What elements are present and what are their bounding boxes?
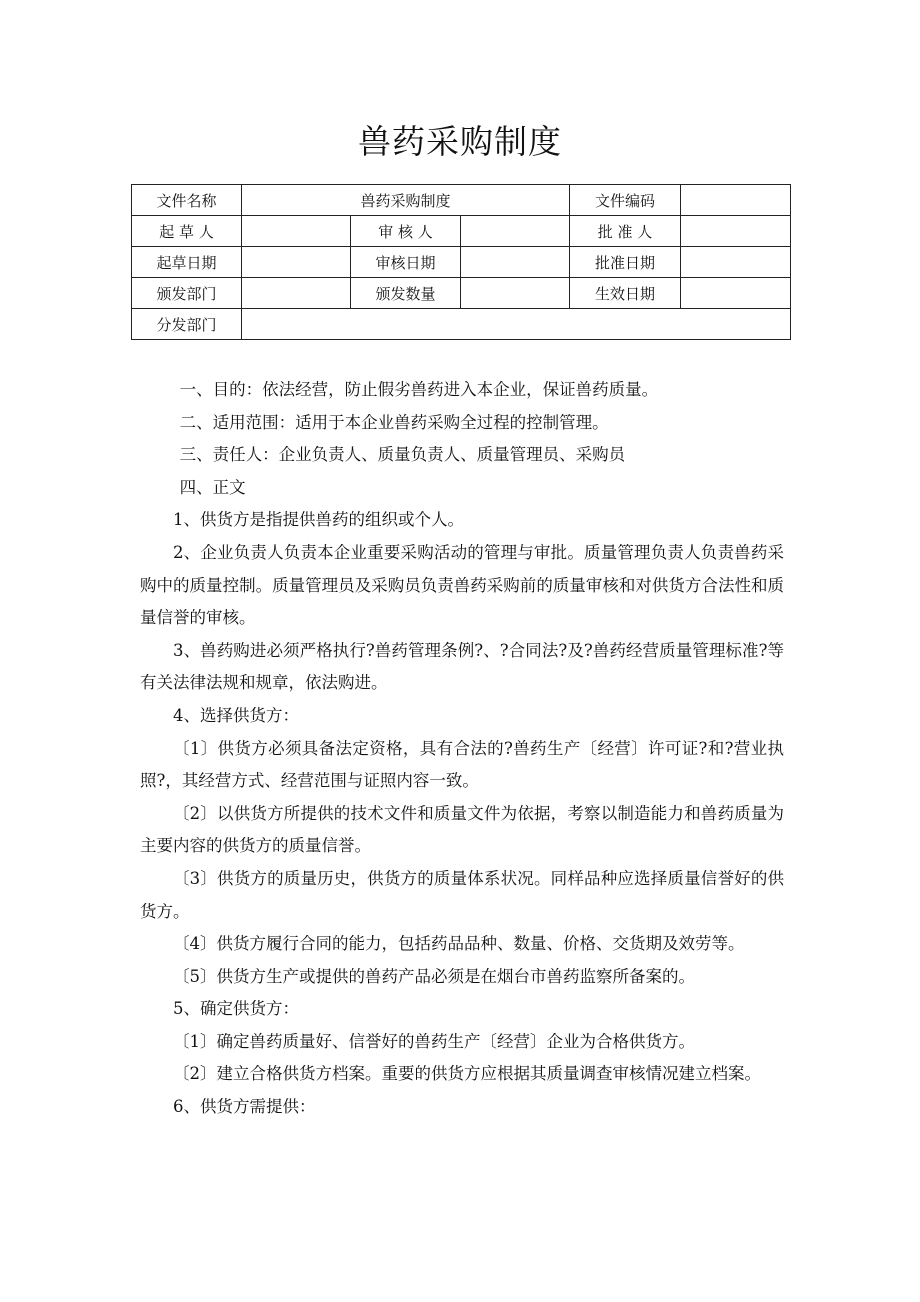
label-draft-date: 起草日期 bbox=[132, 247, 242, 278]
value-approval-date bbox=[681, 247, 791, 278]
value-effective-date bbox=[681, 278, 791, 309]
label-effective-date: 生效日期 bbox=[570, 278, 681, 309]
table-row bbox=[132, 309, 791, 340]
paragraph: 6、供货方需提供： bbox=[173, 1097, 316, 1117]
label-file-name: 文件名称 bbox=[132, 185, 242, 216]
paragraph: 〔3〕供货方的质量历史，供货方的质量体系状况。同样品种应选择质量信誉好的供货方。 bbox=[140, 868, 784, 921]
table-row bbox=[132, 278, 791, 309]
section-scope: 二、适用范围：适用于本企业兽药采购全过程的控制管理。 bbox=[179, 412, 609, 432]
paragraph: 〔1〕确定兽药质量好、信誉好的兽药生产〔经营〕企业为合格供货方。 bbox=[173, 1031, 695, 1051]
value-approver bbox=[681, 216, 791, 247]
section-responsible: 三、责任人：企业负责人、质量负责人、质量管理员、采购员 bbox=[179, 445, 626, 465]
label-file-code: 文件编码 bbox=[570, 185, 681, 216]
value-distribution-dept bbox=[242, 309, 791, 340]
table-row bbox=[132, 216, 791, 247]
table-row bbox=[132, 185, 791, 216]
paragraph: 2、企业负责人负责本企业重要采购活动的管理与审批。质量管理负责人负责兽药采购中的质量控制。质量管理员及采购员负责兽药采购前的质量审核和对供货方合法性和质量信誉的审核。 bbox=[140, 542, 784, 628]
section-purpose: 一、目的：依法经营，防止假劣兽药进入本企业，保证兽药质量。 bbox=[179, 380, 659, 399]
value-drafter bbox=[242, 216, 351, 247]
label-issuing-dept: 颁发部门 bbox=[132, 278, 242, 309]
paragraph: 〔4〕供货方履行合同的能力，包括药品品种、数量、价格、交货期及效劳等。 bbox=[173, 934, 745, 954]
value-issuing-dept bbox=[242, 278, 351, 309]
section-main-text: 四、正文 bbox=[179, 477, 246, 497]
paragraph: 3、兽药购进必须严格执行?兽药管理条例?、?合同法?及?兽药经营质量管理标准?等有关法律法规和规章，依法购进。 bbox=[140, 640, 784, 693]
paragraph: 〔2〕建立合格供货方档案。重要的供货方应根据其质量调查审核情况建立档案。 bbox=[173, 1064, 761, 1084]
paragraph: 〔5〕供货方生产或提供的兽药产品必须是在烟台市兽药监察所备案的。 bbox=[173, 966, 695, 986]
value-issue-quantity bbox=[461, 278, 570, 309]
paragraph: 〔1〕供货方必须具备法定资格，具有合法的?兽药生产〔经营〕许可证?和?营业执照?，其经营方式、经营范围与证照内容一致。 bbox=[140, 738, 784, 791]
label-approver: 批 准 人 bbox=[570, 216, 681, 247]
label-issue-quantity: 颁发数量 bbox=[351, 278, 461, 309]
document-info-table bbox=[131, 184, 791, 340]
label-approval-date: 批准日期 bbox=[570, 247, 681, 278]
table-row bbox=[132, 247, 791, 278]
label-review-date: 审核日期 bbox=[351, 247, 461, 278]
page-title: 兽药采购制度 bbox=[358, 122, 562, 161]
value-file-code bbox=[681, 185, 791, 216]
value-reviewer bbox=[461, 216, 570, 247]
value-draft-date bbox=[242, 247, 351, 278]
label-distribution-dept: 分发部门 bbox=[132, 309, 242, 340]
document-body bbox=[140, 374, 784, 1124]
paragraph: 〔2〕以供货方所提供的技术文件和质量文件为依据，考察以制造能力和兽药质量为主要内容的供货方的质量信誉。 bbox=[140, 803, 784, 856]
paragraph: 1、供货方是指提供兽药的组织或个人。 bbox=[173, 510, 464, 530]
label-reviewer: 审 核 人 bbox=[351, 216, 461, 247]
label-drafter: 起 草 人 bbox=[132, 216, 242, 247]
value-review-date bbox=[461, 247, 570, 278]
paragraph: 5、确定供货方： bbox=[173, 999, 299, 1019]
value-file-name: 兽药采购制度 bbox=[242, 185, 570, 216]
paragraph: 4、选择供货方： bbox=[173, 705, 299, 725]
